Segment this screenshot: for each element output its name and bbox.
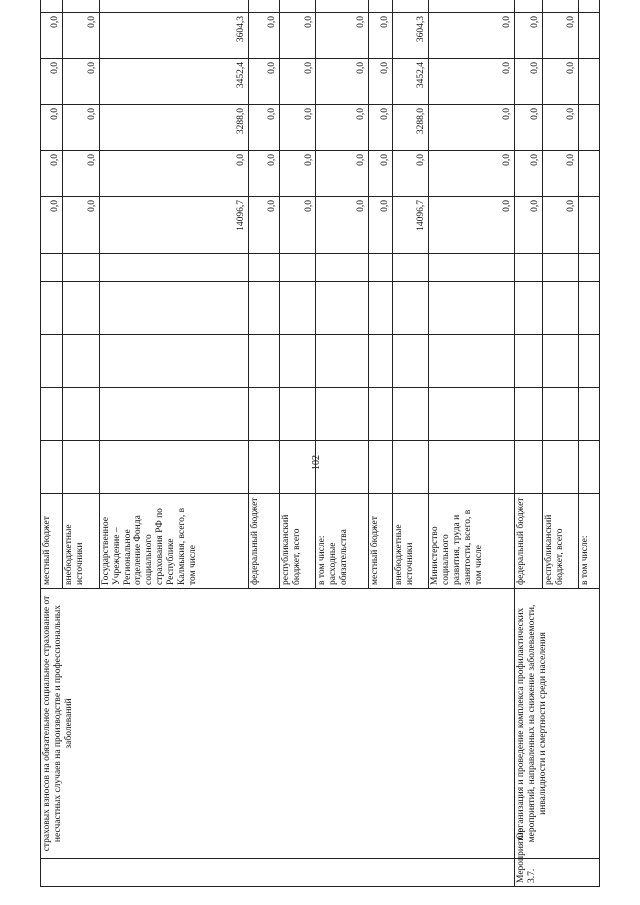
source-cell: внебюджетные источники — [392, 494, 429, 589]
value-cell — [369, 0, 393, 13]
blank-cell — [316, 388, 369, 441]
value-cell: 0,0 — [316, 59, 369, 105]
value-cell: 0,0 — [63, 105, 100, 151]
measure-title-cell: Организация и проведение комплекса профилактических мероприятий, направленных на снижение заболеваемости, инвалидности и смертности среди населения — [514, 589, 599, 859]
blank-cell — [99, 441, 248, 494]
blank-cell — [579, 335, 600, 388]
blank-cell — [429, 254, 514, 282]
blank-cell — [248, 388, 279, 441]
blank-cell — [316, 254, 369, 282]
value-cell — [41, 0, 63, 13]
rotated-table-wrapper — [40, 7, 600, 887]
blank-cell — [41, 335, 63, 388]
blank-cell — [514, 282, 542, 335]
source-cell: местный бюджет — [369, 494, 393, 589]
blank-cell — [99, 282, 248, 335]
value-cell: 0,0 — [316, 105, 369, 151]
value-cell — [514, 0, 542, 13]
blank-cell — [279, 254, 316, 282]
value-cell: 0,0 — [429, 151, 514, 197]
table-row — [514, 0, 542, 887]
source-cell: местный бюджет — [41, 494, 63, 589]
value-cell: 0,0 — [542, 59, 579, 105]
value-cell — [579, 0, 600, 13]
value-cell: 0,0 — [279, 105, 316, 151]
page-number: 102 — [311, 455, 322, 470]
blank-cell — [248, 335, 279, 388]
source-cell: в том числе: расходные обязательства — [316, 494, 369, 589]
value-cell: 0,0 — [63, 13, 100, 59]
blank-cell — [41, 254, 63, 282]
value-cell: 0,0 — [514, 13, 542, 59]
value-cell: 0,0 — [248, 105, 279, 151]
blank-cell — [429, 388, 514, 441]
blank-cell — [99, 254, 248, 282]
value-cell: 0,0 — [279, 151, 316, 197]
value-cell: 0,0 — [429, 197, 514, 254]
blank-cell — [99, 335, 248, 388]
value-cell: 3288,0 — [392, 105, 429, 151]
value-cell — [579, 151, 600, 197]
source-cell: республиканский бюджет, всего — [279, 494, 316, 589]
value-cell — [316, 0, 369, 13]
value-cell: 0,0 — [63, 59, 100, 105]
blank-cell — [579, 388, 600, 441]
value-cell: 0,0 — [41, 13, 63, 59]
value-cell: 0,0 — [41, 59, 63, 105]
blank-cell — [429, 441, 514, 494]
blank-cell — [392, 335, 429, 388]
blank-cell — [542, 441, 579, 494]
blank-cell — [542, 335, 579, 388]
blank-cell — [63, 254, 100, 282]
measure-title-cell: страховых взносов на обязательное социальное страхование от несчастных случаев на производстве и профессиональных заболеваний — [41, 589, 515, 859]
blank-cell — [63, 335, 100, 388]
value-cell: 0,0 — [41, 197, 63, 254]
value-cell — [63, 0, 100, 13]
value-cell — [429, 0, 514, 13]
source-cell: внебюджетные источники — [63, 494, 100, 589]
value-cell: 0,0 — [392, 151, 429, 197]
value-cell: 3604,3 — [392, 13, 429, 59]
value-cell: 0,0 — [316, 197, 369, 254]
blank-cell — [542, 254, 579, 282]
value-cell: 14096,7 — [99, 197, 248, 254]
value-cell: 0,0 — [429, 13, 514, 59]
value-cell: 0,0 — [41, 151, 63, 197]
value-cell: 0,0 — [279, 13, 316, 59]
value-cell: 0,0 — [279, 197, 316, 254]
source-cell: Министерство социального развития, труда и занятости, всего, в том числе — [429, 494, 514, 589]
blank-cell — [248, 282, 279, 335]
measure-code-cell — [41, 859, 515, 887]
blank-cell — [392, 254, 429, 282]
source-cell: Государственное Учреждение – Региональное отделение Фонда социального страхования РФ по Республике Калмыкия, всего, в том числе — [99, 494, 248, 589]
value-cell: 0,0 — [99, 151, 248, 197]
value-cell: 0,0 — [369, 13, 393, 59]
value-cell: 0,0 — [429, 59, 514, 105]
blank-cell — [429, 335, 514, 388]
value-cell: 0,0 — [41, 105, 63, 151]
value-cell: 0,0 — [248, 59, 279, 105]
value-cell: 0,0 — [369, 59, 393, 105]
value-cell: 0,0 — [369, 105, 393, 151]
value-cell — [279, 0, 316, 13]
value-cell: 0,0 — [63, 197, 100, 254]
value-cell — [392, 0, 429, 13]
blank-cell — [542, 282, 579, 335]
blank-cell — [316, 335, 369, 388]
blank-cell — [392, 441, 429, 494]
value-cell: 0,0 — [514, 105, 542, 151]
value-cell: 3452,4 — [99, 59, 248, 105]
value-cell: 0,0 — [542, 197, 579, 254]
blank-cell — [392, 388, 429, 441]
value-cell: 0,0 — [248, 197, 279, 254]
value-cell: 0,0 — [542, 151, 579, 197]
value-cell: 0,0 — [316, 13, 369, 59]
source-cell: в том числе: — [579, 494, 600, 589]
value-cell — [579, 13, 600, 59]
blank-cell — [63, 282, 100, 335]
value-cell: 0,0 — [316, 151, 369, 197]
value-cell: 3452,4 — [392, 59, 429, 105]
value-cell: 0,0 — [514, 197, 542, 254]
blank-cell — [542, 388, 579, 441]
blank-cell — [514, 335, 542, 388]
value-cell — [579, 59, 600, 105]
blank-cell — [99, 388, 248, 441]
value-cell: 0,0 — [514, 151, 542, 197]
blank-cell — [41, 388, 63, 441]
blank-cell — [369, 335, 393, 388]
blank-cell — [41, 282, 63, 335]
blank-cell — [369, 388, 393, 441]
value-cell: 0,0 — [369, 197, 393, 254]
blank-cell — [579, 254, 600, 282]
blank-cell — [279, 282, 316, 335]
blank-cell — [514, 388, 542, 441]
value-cell: 0,0 — [369, 151, 393, 197]
value-cell — [99, 0, 248, 13]
blank-cell — [63, 388, 100, 441]
value-cell: 0,0 — [429, 105, 514, 151]
blank-cell — [279, 388, 316, 441]
value-cell: 0,0 — [248, 13, 279, 59]
value-cell: 0,0 — [542, 105, 579, 151]
value-cell — [248, 0, 279, 13]
value-cell — [579, 197, 600, 254]
source-cell: республиканский бюджет, всего — [542, 494, 579, 589]
budget-table — [40, 0, 600, 887]
blank-cell — [316, 282, 369, 335]
value-cell — [542, 0, 579, 13]
value-cell: 3604,3 — [99, 13, 248, 59]
blank-cell — [579, 441, 600, 494]
blank-cell — [392, 282, 429, 335]
blank-cell — [369, 282, 393, 335]
value-cell: 3288,0 — [99, 105, 248, 151]
value-cell: 0,0 — [514, 59, 542, 105]
source-cell: федеральный бюджет — [514, 494, 542, 589]
value-cell — [579, 105, 600, 151]
blank-cell — [316, 441, 369, 494]
blank-cell — [279, 335, 316, 388]
blank-cell — [279, 441, 316, 494]
value-cell: 0,0 — [279, 59, 316, 105]
measure-code-cell: Мероприятие 3.7. — [514, 859, 599, 887]
source-cell: федеральный бюджет — [248, 494, 279, 589]
blank-cell — [248, 441, 279, 494]
blank-cell — [248, 254, 279, 282]
blank-cell — [369, 254, 393, 282]
blank-cell — [41, 441, 63, 494]
value-cell: 0,0 — [63, 151, 100, 197]
blank-cell — [369, 441, 393, 494]
blank-cell — [579, 282, 600, 335]
value-cell: 0,0 — [248, 151, 279, 197]
blank-cell — [63, 441, 100, 494]
blank-cell — [429, 282, 514, 335]
value-cell: 14096,7 — [392, 197, 429, 254]
value-cell: 0,0 — [542, 13, 579, 59]
table-row — [41, 0, 63, 887]
blank-cell — [514, 254, 542, 282]
blank-cell — [514, 441, 542, 494]
